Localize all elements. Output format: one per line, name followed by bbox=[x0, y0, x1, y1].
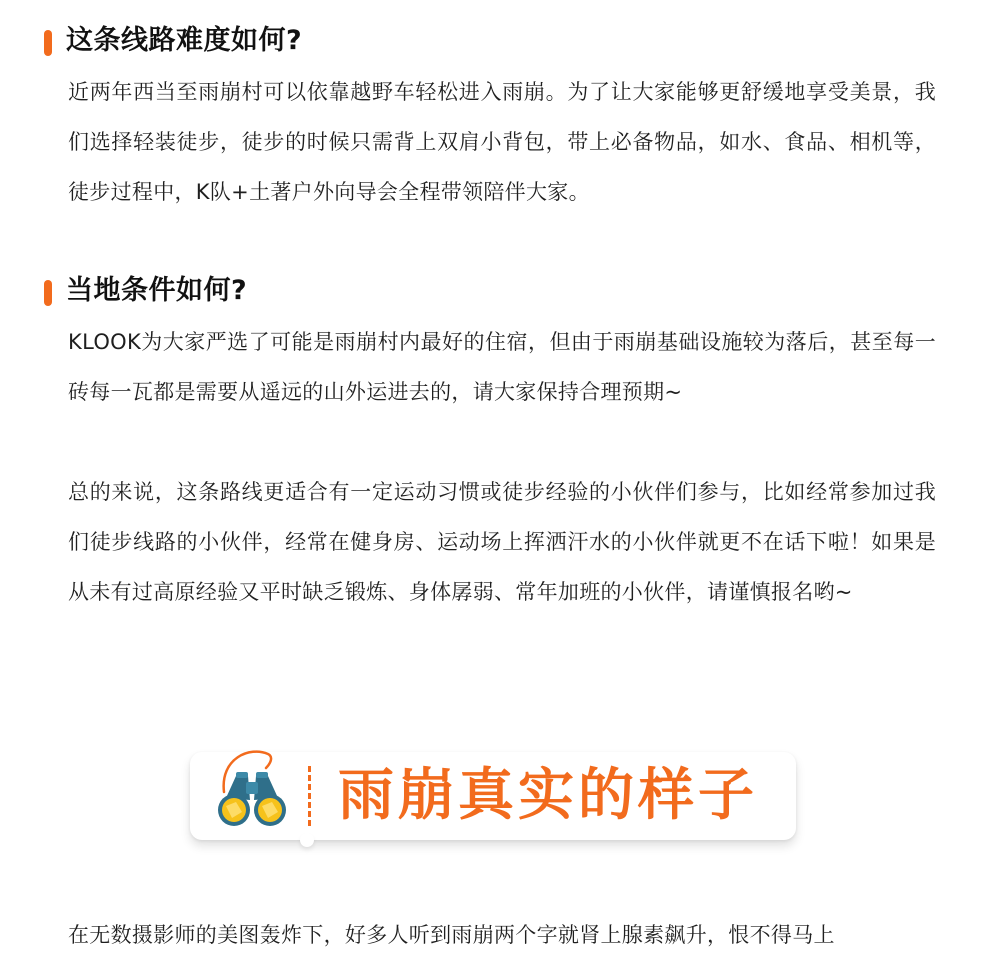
binoculars-icon bbox=[210, 748, 294, 832]
banner-notch bbox=[300, 833, 314, 847]
paragraph-conditions: KLOOK为大家严选了可能是雨崩村内最好的住宿，但由于雨崩基础设施较为落后，甚至每一砖每一瓦都是需要从遥远的山外运进去的，请大家保持合理预期~ bbox=[68, 330, 936, 404]
paragraph-bottom: 在无数摄影师的美图轰炸下，好多人听到雨崩两个字就肾上腺素飙升，恨不得马上 bbox=[68, 923, 835, 947]
section-heading-conditions bbox=[44, 268, 247, 307]
heading-conditions-title: 当地条件如何? bbox=[66, 275, 248, 306]
heading-accent-bar bbox=[44, 280, 52, 306]
paragraph-summary: 总的来说，这条路线更适合有一定运动习惯或徒步经验的小伙伴们参与，比如经常参加过我们徒步线路的小伙伴，经常在健身房、运动场上挥洒汗水的小伙伴就更不在话下啦！如果是从未有过高原经验又平时缺乏锻炼、身体孱弱、常年加班的小伙伴，请谨慎报名哟~ bbox=[68, 480, 936, 604]
section-banner bbox=[190, 752, 796, 840]
banner-title: 雨崩真实的样子 bbox=[338, 763, 758, 828]
section-heading-difficulty bbox=[44, 18, 302, 57]
heading-difficulty-title: 这条线路难度如何? bbox=[66, 25, 303, 56]
paragraph-difficulty: 近两年西当至雨崩村可以依靠越野车轻松进入雨崩。为了让大家能够更舒缓地享受美景，我们选择轻装徒步，徒步的时候只需背上双肩小背包，带上必备物品，如水、食品、相机等，徒步过程中，K队+土著户外向导会全程带领陪伴大家。 bbox=[68, 80, 936, 204]
heading-accent-bar bbox=[44, 30, 52, 56]
banner-divider bbox=[308, 766, 311, 826]
